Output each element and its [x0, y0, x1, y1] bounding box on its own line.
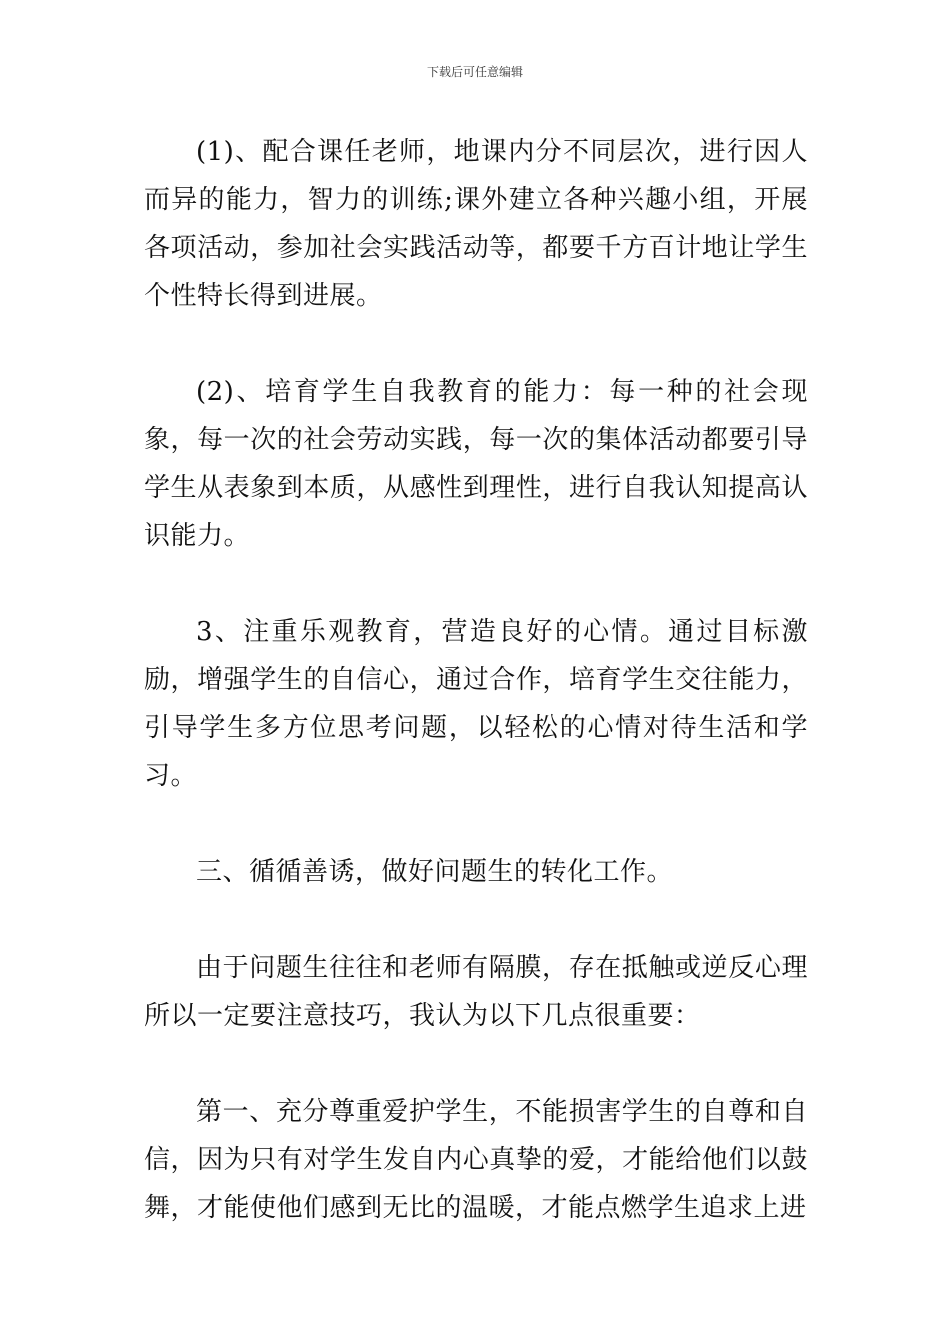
- paragraph-4: 由于问题生往往和老师有隔膜，存在抵触或逆反心理所以一定要注意技巧，我认为以下几点很重要：: [144, 953, 808, 1031]
- paragraph-2: (2)、培育学生自我教育的能力：每一种的社会现象，每一次的社会劳动实践，每一次的集体活动都要引导学生从表象到本质，从感性到理性，进行自我认知提高认识能力。: [144, 377, 808, 551]
- paragraph-5: 第一、充分尊重爱护学生，不能损害学生的自尊和自信，因为只有对学生发自内心真挚的爱，才能给他们以鼓舞，才能使他们感到无比的温暖，才能点燃学生追求上进: [144, 1097, 808, 1223]
- paragraph-3: 3、注重乐观教育，营造良好的心情。通过目标激励，增强学生的自信心，通过合作，培育学生交往能力，引导学生多方位思考问题，以轻松的心情对待生活和学习。: [144, 617, 808, 791]
- page-header: 下载后可任意编辑: [426, 65, 523, 79]
- section-heading: 三、循循善诱，做好问题生的转化工作。: [196, 857, 674, 887]
- document-body: [144, 128, 808, 1232]
- paragraph-1: (1)、配合课任老师，地课内分不同层次，进行因人而异的能力，智力的训练;课外建立各种兴趣小组，开展各项活动，参加社会实践活动等，都要千方百计地让学生个性特长得到进展。: [144, 137, 808, 311]
